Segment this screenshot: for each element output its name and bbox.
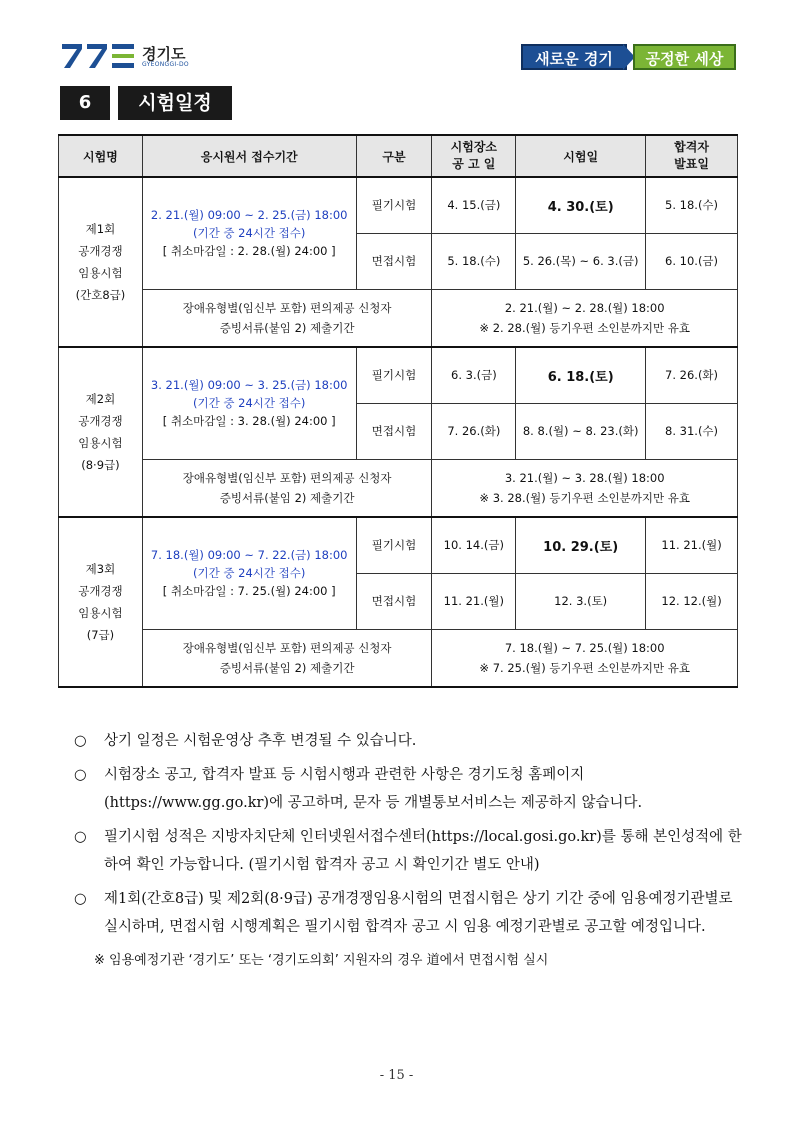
note-item: ○ 필기시험 성적은 지방자치단체 인터넷원서접수센터(https://local.gosi.go.kr)를 통해 본인성적에 한하여 확인 가능합니다. (필기시험 합격자 공고 시 확인기간 별도 안내) — [74, 823, 744, 879]
table-row — [59, 177, 738, 233]
gyeonggi-logo — [60, 40, 200, 72]
result-date: 12. 12.(월) — [646, 573, 738, 629]
disability-label: 장애유형별(임신부 포함) 편의제공 신청자 증빙서류(붙임 2) 제출기간 — [142, 459, 432, 517]
note-item: ○ 제1회(간호8급) 및 제2회(8·9급) 공개경쟁임용시험의 면접시험은 상기 기간 중에 임용예정기관별로 실시하며, 면접시험 시행계획은 필기시험 합격자 공고 시 임용 예정기관별로 공고할 예정입니다. — [74, 885, 744, 941]
result-date: 7. 26.(화) — [646, 347, 738, 403]
header-venue-notice: 시험장소 공 고 일 — [432, 135, 516, 177]
circle-bullet-icon: ○ — [74, 829, 87, 845]
application-period: 7. 18.(월) 09:00 ~ 7. 22.(금) 18:00 (기간 중 24시간 접수) [ 취소마감일 : 7. 25.(월) 24:00 ] — [142, 517, 356, 629]
application-period: 3. 21.(월) 09:00 ~ 3. 25.(금) 18:00 (기간 중 24시간 접수) [ 취소마감일 : 3. 28.(월) 24:00 ] — [142, 347, 356, 459]
header-type: 구분 — [356, 135, 432, 177]
type-written: 필기시험 — [356, 347, 432, 403]
table-row — [59, 347, 738, 403]
header-result-date: 합격자 발표일 — [646, 135, 738, 177]
circle-bullet-icon: ○ — [74, 891, 87, 907]
table-row — [59, 459, 738, 517]
exam-date: 4. 30.(토) — [516, 177, 646, 233]
circle-bullet-icon: ○ — [74, 767, 87, 783]
sub-note: ※ 임용예정기관 ‘경기도’ 또는 ‘경기도의회’ 지원자의 경우 道에서 면접시험 실시 — [94, 953, 549, 968]
result-date: 5. 18.(수) — [646, 177, 738, 233]
note-item: ○ 상기 일정은 시험운영상 추후 변경될 수 있습니다. — [74, 727, 744, 755]
logo-english: GYEONGGI-DO — [142, 61, 189, 68]
table-row — [59, 289, 738, 347]
exam-date: 5. 26.(목) ~ 6. 3.(금) — [516, 233, 646, 289]
result-date: 11. 21.(월) — [646, 517, 738, 573]
result-date: 8. 31.(수) — [646, 403, 738, 459]
circle-bullet-icon: ○ — [74, 733, 87, 749]
note-item: ○ 시험장소 공고, 합격자 발표 등 시험시행과 관련한 사항은 경기도청 홈페이지 (https://www.gg.go.kr)에 공고하며, 문자 등 개별통보서비스는 제공하지 않습니다. — [74, 761, 744, 817]
section-number: 6 — [60, 86, 110, 120]
notes-section — [74, 727, 744, 975]
header-exam-name: 시험명 — [59, 135, 143, 177]
venue-notice-date: 6. 3.(금) — [432, 347, 516, 403]
table-row — [59, 629, 738, 687]
disability-period: 3. 21.(월) ~ 3. 28.(월) 18:00 ※ 3. 28.(월) 등기우편 소인분까지만 유효 — [432, 459, 738, 517]
venue-notice-date: 5. 18.(수) — [432, 233, 516, 289]
gyeonggi-logo-mark-icon — [60, 40, 138, 70]
venue-notice-date: 4. 15.(금) — [432, 177, 516, 233]
type-written: 필기시험 — [356, 177, 432, 233]
section-title: 시험일정 — [118, 86, 232, 120]
header-application-period: 응시원서 접수기간 — [142, 135, 356, 177]
exam-date: 6. 18.(토) — [516, 347, 646, 403]
type-interview: 면접시험 — [356, 403, 432, 459]
type-written: 필기시험 — [356, 517, 432, 573]
disability-period: 7. 18.(월) ~ 7. 25.(월) 18:00 ※ 7. 25.(월) 등기우편 소인분까지만 유효 — [432, 629, 738, 687]
venue-notice-date: 10. 14.(금) — [432, 517, 516, 573]
round-name: 제3회 공개경쟁 임용시험 (7급) — [59, 517, 143, 687]
exam-date: 12. 3.(토) — [516, 573, 646, 629]
venue-notice-date: 11. 21.(월) — [432, 573, 516, 629]
type-interview: 면접시험 — [356, 233, 432, 289]
venue-notice-date: 7. 26.(화) — [432, 403, 516, 459]
round-name: 제2회 공개경쟁 임용시험 (8·9급) — [59, 347, 143, 517]
type-interview: 면접시험 — [356, 573, 432, 629]
round-name: 제1회 공개경쟁 임용시험 (간호8급) — [59, 177, 143, 347]
slogan-new-gyeonggi: 새로운 경기 — [521, 44, 627, 70]
disability-period: 2. 21.(월) ~ 2. 28.(월) 18:00 ※ 2. 28.(월) 등기우편 소인분까지만 유효 — [432, 289, 738, 347]
header-exam-date: 시험일 — [516, 135, 646, 177]
table-row — [59, 517, 738, 573]
table-header-row — [59, 135, 738, 177]
exam-schedule-table — [58, 134, 738, 688]
exam-date: 10. 29.(토) — [516, 517, 646, 573]
slogan-fair-world: 공정한 세상 — [633, 44, 736, 70]
disability-label: 장애유형별(임신부 포함) 편의제공 신청자 증빙서류(붙임 2) 제출기간 — [142, 289, 432, 347]
application-period: 2. 21.(월) 09:00 ~ 2. 25.(금) 18:00 (기간 중 24시간 접수) [ 취소마감일 : 2. 28.(월) 24:00 ] — [142, 177, 356, 289]
slogan-banner — [521, 44, 736, 72]
exam-date: 8. 8.(월) ~ 8. 23.(화) — [516, 403, 646, 459]
page-number: - 15 - — [379, 1068, 414, 1083]
result-date: 6. 10.(금) — [646, 233, 738, 289]
disability-label: 장애유형별(임신부 포함) 편의제공 신청자 증빙서류(붙임 2) 제출기간 — [142, 629, 432, 687]
logo-text: 경기도 — [142, 45, 186, 63]
